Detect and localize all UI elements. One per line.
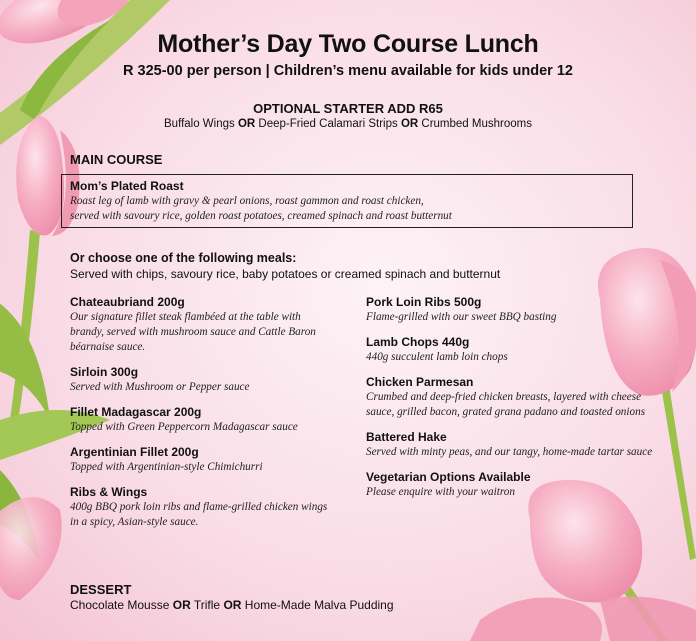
- dessert-options: [70, 598, 394, 612]
- starter-option: Deep-Fried Calamari Strips: [258, 118, 398, 130]
- menu-item-name: Ribs & Wings: [70, 485, 148, 499]
- menu-item-name: Argentinian Fillet 200g: [70, 445, 199, 459]
- dessert-option: Trifle: [193, 598, 221, 612]
- menu-item-desc: Flame-grilled with our sweet BBQ basting: [366, 311, 557, 323]
- or-separator: OR: [237, 118, 256, 130]
- menu-item-desc: Our signature fillet steak flambéed at the table with brandy, served with mushroom sauce and Cattle Baron béarnaise sauce.: [70, 311, 316, 353]
- menu-item: [366, 470, 666, 500]
- menu-item-desc: Topped with Argentinian-style Chimichurri: [70, 461, 263, 473]
- menu-item-name: Battered Hake: [366, 430, 447, 444]
- or-separator: OR: [400, 118, 419, 130]
- choose-block: [70, 251, 500, 282]
- menu-item-name: Sirloin 300g: [70, 365, 139, 379]
- price-subtitle: R 325-00 per person | Children’s menu available for kids under 12: [123, 63, 573, 79]
- menu-item: [366, 375, 666, 420]
- dessert-option: Chocolate Mousse: [70, 598, 170, 612]
- menu-item: [366, 430, 666, 460]
- menu-item: [366, 335, 666, 365]
- menu-item: [70, 295, 330, 355]
- starter-options: [0, 118, 696, 130]
- featured-item-name: Mom’s Plated Roast: [70, 179, 184, 193]
- menu-item-name: Fillet Madagascar 200g: [70, 405, 202, 419]
- starter-heading: OPTIONAL STARTER ADD R65: [253, 101, 443, 116]
- menu-item: [70, 485, 330, 530]
- menu-item-desc: 400g BBQ pork loin ribs and flame-grilled chicken wings in a spicy, Asian-style sauce.: [70, 501, 328, 528]
- starter-option: Crumbed Mushrooms: [421, 118, 532, 130]
- menu-item: [70, 445, 330, 475]
- choose-sides: Served with chips, savoury rice, baby potatoes or creamed spinach and butternut: [70, 267, 501, 281]
- dessert-heading: DESSERT: [70, 582, 132, 597]
- menu-item: [70, 405, 330, 435]
- menu-item-name: Pork Loin Ribs 500g: [366, 295, 482, 309]
- starter-option: Buffalo Wings: [164, 118, 235, 130]
- dessert-option: Home-Made Malva Pudding: [244, 598, 394, 612]
- menu-item-name: Chicken Parmesan: [366, 375, 474, 389]
- or-separator: OR: [223, 598, 242, 612]
- menu-item-desc: Topped with Green Peppercorn Madagascar sauce: [70, 421, 298, 433]
- featured-item-desc: served with savoury rice, golden roast potatoes, creamed spinach and roast butternut: [70, 210, 452, 222]
- page-title: Mother’s Day Two Course Lunch: [157, 30, 539, 58]
- featured-item-desc: Roast leg of lamb with gravy & pearl onions, roast gammon and roast chicken,: [70, 195, 424, 207]
- main-course-heading: MAIN COURSE: [70, 152, 163, 167]
- menu-item-desc: Served with Mushroom or Pepper sauce: [70, 381, 250, 393]
- menu-column-left: [70, 295, 330, 540]
- menu-item: [70, 365, 330, 395]
- menu-item: [366, 295, 666, 325]
- menu-item-desc: Crumbed and deep-fried chicken breasts, layered with cheese sauce, grilled bacon, grated grana padano and toasted onions: [366, 391, 646, 418]
- menu-item-desc: 440g succulent lamb loin chops: [366, 351, 508, 363]
- menu-item-name: Chateaubriand 200g: [70, 295, 185, 309]
- choose-heading: Or choose one of the following meals:: [70, 251, 297, 265]
- menu-item-desc: Served with minty peas, and our tangy, home-made tartar sauce: [366, 446, 653, 458]
- menu-item-name: Lamb Chops 440g: [366, 335, 470, 349]
- menu-column-right: [366, 295, 666, 510]
- or-separator: OR: [172, 598, 191, 612]
- menu-item-name: Vegetarian Options Available: [366, 470, 531, 484]
- menu-item-desc: Please enquire with your waitron: [366, 486, 515, 498]
- featured-roast-box: [61, 174, 633, 228]
